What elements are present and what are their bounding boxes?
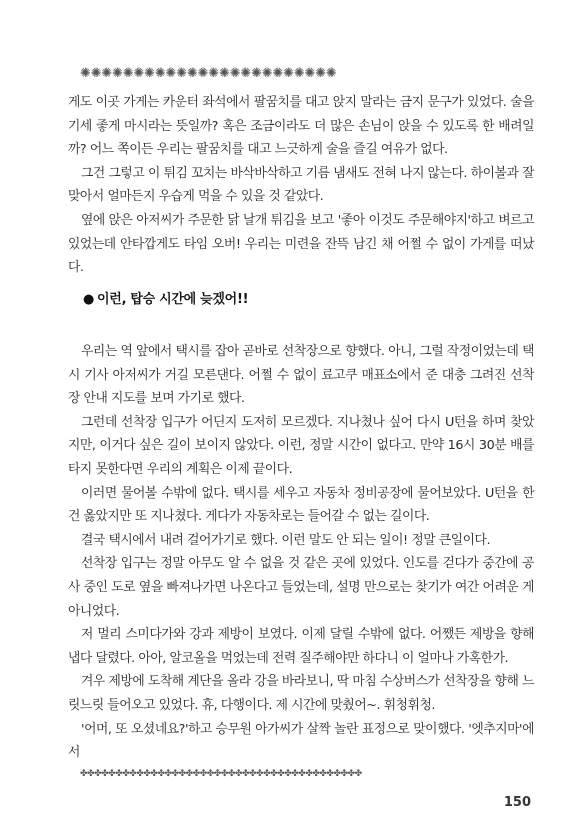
paragraph: 그런데 선착장 입구가 어딘지 도저히 모르겠다. 지나쳤나 싶어 다시 U턴을 하며 찾았지만, 이거다 싶은 길이 보이지 않았다. 이런, 정말 시간이 없다고. 만약 16시 30분 배를 타지 못한다면 우리의 계획은 이제 끝이다. [68,414,534,477]
bottom-ornament-border: ✤✤✤✤✤✤✤✤✤✤✤✤✤✤✤✤✤✤✤✤✤✤✤✤✤✤✤✤✤✤✤✤✤✤✤✤✤✤✤✤ [80,769,362,779]
paragraph: 선착장 입구는 정말 아무도 알 수 없을 것 같은 곳에 있었다. 인도를 걷다가 중간에 공사 중인 도로 옆을 빠져나가면 나온다고 들었는데, 설명 만으로는 찾기가 여간 어려운 게 아니었다. [68,556,534,619]
section-heading [83,290,523,310]
section-heading-text: 이런, 탑승 시간에 늦겠어!! [97,292,249,307]
section-2-text [68,340,534,765]
paragraph: 그건 그렇고 이 튀김 꼬치는 바삭바삭하고 기름 냄새도 전혀 나지 않는다. 하이볼과 잘 맞아서 얼마든지 우습게 먹을 수 있을 것 같았다. [68,165,534,205]
top-ornament-border: ✺✺✺✺✺✺✺✺✺✺✺✺✺✺✺✺✺✺✺✺✺✺✺✺ [80,66,337,81]
bullet-icon: ● [83,292,95,307]
paragraph: 우리는 역 앞에서 택시를 잡아 곧바로 선착장으로 향했다. 아니, 그럴 작정이었는데 택시 기사 아저씨가 거길 모른댄다. 어쩔 수 없이 료고쿠 매표소에서 준 대충 그려진 선착장 안내 지도를 보며 가기로 했다. [68,344,534,407]
page-number: 150 [503,795,531,810]
paragraph: 이러면 물어볼 수밖에 없다. 택시를 세우고 자동차 정비공장에 물어보았다. U턴을 한 건 옳았지만 또 지나쳤다. 게다가 자동차로는 들어갈 수 없는 길이다. [68,485,534,525]
paragraph: '어머, 또 오셨네요?'하고 승무원 아가씨가 살짝 놀란 표정으로 맞이했다. '엣추지마'에서 [68,721,534,761]
paragraph: 게도 이곳 가게는 카운터 좌석에서 팔꿈치를 대고 앉지 말라는 금지 문구가 있었다. 술을 기세 좋게 마시라는 뜻일까? 혹은 조금이라도 더 많은 손님이 앉을 수 있도록 한 배려일까? 어느 쪽이든 우리는 팔꿈치를 대고 느긋하게 술을 즐길 여유가 없다. [68,95,534,158]
section-1-text [68,91,534,280]
paragraph: 겨우 제방에 도착해 계단을 올라 강을 바라보니, 딱 마침 수상버스가 선착장을 향해 느릿느릿 들어오고 있었다. 휴, 다행이다. 제 시간에 맞췄어~. 휘청휘청. [68,674,534,713]
paragraph: 결국 택시에서 내려 걸어가기로 했다. 이런 말도 안 되는 일이! 정말 큰일이다. [81,532,491,548]
paragraph: 옆에 앉은 아저씨가 주문한 닭 날개 튀김을 보고 '좋아 이것도 주문해야지'하고 벼르고 있었는데 안타깝게도 타임 오버! 우리는 미련을 잔뜩 남긴 채 어쩔 수 없이 가게를 떠났다. [68,212,534,276]
paragraph: 저 멀리 스미다가와 강과 제방이 보였다. 이제 달릴 수밖에 없다. 어쨌든 제방을 향해 냅다 달렸다. 아아, 알코올을 먹었는데 전력 질주해야만 하다니 이 얼마나 가혹한가. [68,627,534,666]
